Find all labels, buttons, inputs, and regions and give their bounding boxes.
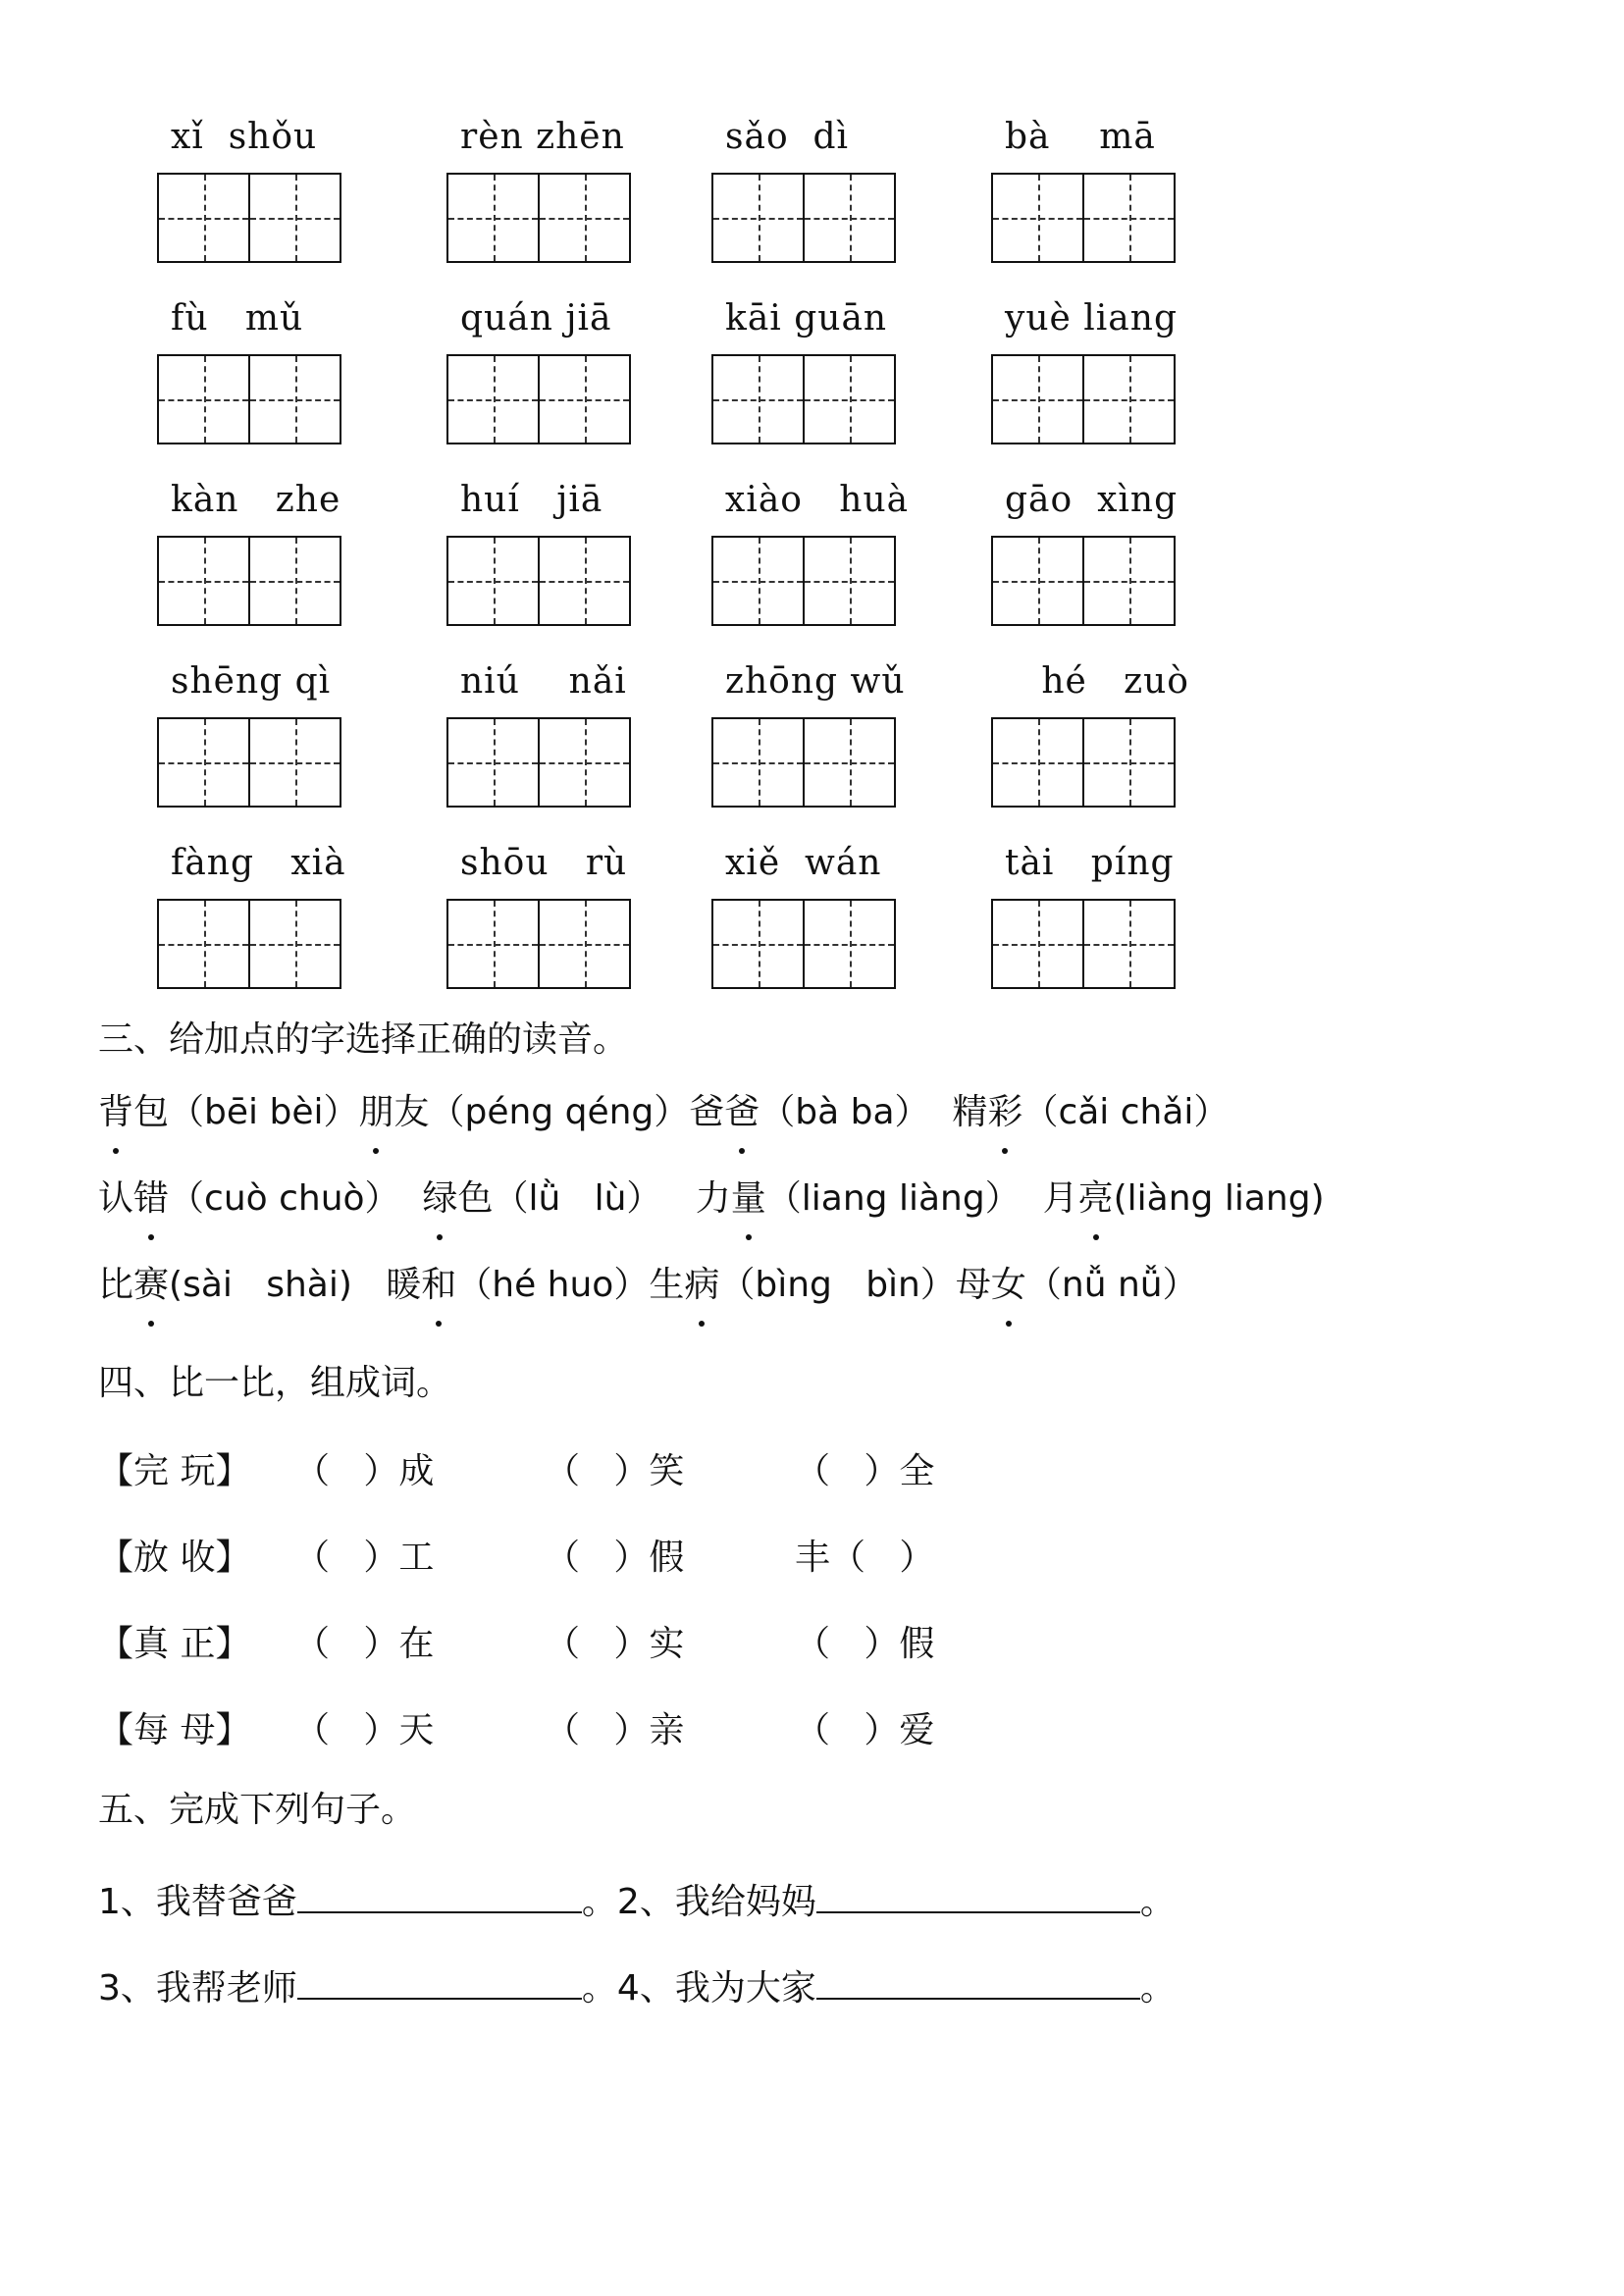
- pinyin-label: huí jiā: [460, 480, 603, 520]
- pinyin-label: kāi guān: [725, 298, 888, 339]
- word-blank[interactable]: （ ）实: [545, 1624, 685, 1664]
- dotted-character: 病: [684, 1242, 719, 1329]
- tian-zi-ge-cell[interactable]: [713, 356, 805, 443]
- pinyin-label: rèn zhēn: [460, 117, 625, 157]
- line-text: (liàng liang): [1113, 1178, 1325, 1219]
- sentence-prefix: 1、我替爸爸: [98, 1882, 297, 1922]
- compare-row: [98, 1688, 1045, 1774]
- sentence-suffix: 。: [1139, 1968, 1176, 2009]
- dotted-character: 爸: [724, 1070, 760, 1156]
- tian-zi-ge-cell[interactable]: [713, 538, 805, 624]
- writing-box-pair[interactable]: [157, 173, 341, 263]
- line-text: 友（péng qéng）爸: [393, 1092, 725, 1132]
- tian-zi-ge-cell[interactable]: [993, 175, 1084, 261]
- pinyin-word-group: [991, 652, 1189, 808]
- pinyin-label: xǐ shǒu: [171, 117, 318, 157]
- pinyin-word-group: [157, 471, 345, 626]
- pinyin-word-group: [446, 652, 635, 808]
- line-text: 比: [98, 1265, 134, 1305]
- tian-zi-ge-cell[interactable]: [540, 356, 629, 443]
- line-text: （cuò chuò）: [169, 1178, 423, 1219]
- tian-zi-ge-cell[interactable]: [540, 719, 629, 806]
- sentence-row: [98, 1859, 1176, 1946]
- tian-zi-ge-cell[interactable]: [250, 901, 340, 987]
- dotted-character: 量: [731, 1156, 766, 1242]
- word-blank[interactable]: （ ）天: [294, 1710, 435, 1750]
- sentence-blank[interactable]: [816, 1962, 1140, 2000]
- writing-box-pair[interactable]: [991, 354, 1176, 444]
- tian-zi-ge-cell[interactable]: [448, 175, 540, 261]
- sentence-blank[interactable]: [297, 1876, 582, 1913]
- section-five-title: 五、完成下列句子。: [98, 1790, 417, 1830]
- tian-zi-ge-cell[interactable]: [1084, 901, 1174, 987]
- tian-zi-ge-cell[interactable]: [1084, 538, 1174, 624]
- dotted-character: 女: [991, 1242, 1026, 1329]
- section-three: [98, 1011, 1325, 1329]
- dotted-character: 亮: [1078, 1156, 1114, 1242]
- section-four-title: 四、比一比，组成词。: [98, 1363, 452, 1403]
- pronunciation-line: [98, 1156, 1325, 1242]
- sentence-suffix: 。: [581, 1882, 617, 1922]
- sentence-prefix: 2、我给妈妈: [616, 1882, 816, 1922]
- line-text: （cǎi chǎi）: [1022, 1092, 1230, 1132]
- sentence-suffix: 。: [581, 1968, 617, 2009]
- tian-zi-ge-cell[interactable]: [993, 719, 1084, 806]
- tian-zi-ge-cell[interactable]: [448, 356, 540, 443]
- writing-box-pair[interactable]: [446, 354, 631, 444]
- tian-zi-ge-cell[interactable]: [805, 719, 894, 806]
- tian-zi-ge-cell[interactable]: [993, 356, 1084, 443]
- tian-zi-ge-cell[interactable]: [448, 719, 540, 806]
- writing-box-pair[interactable]: [991, 717, 1176, 808]
- writing-box-pair[interactable]: [711, 173, 896, 263]
- tian-zi-ge-cell[interactable]: [250, 538, 340, 624]
- dotted-character: 绿: [422, 1156, 457, 1242]
- tian-zi-ge-cell[interactable]: [250, 356, 340, 443]
- writing-box-pair[interactable]: [157, 536, 341, 626]
- sentence-rows: [98, 1859, 1176, 2032]
- word-compare-rows: [98, 1429, 1045, 1774]
- word-blank[interactable]: （ ）全: [795, 1451, 935, 1491]
- line-text: （liang liàng） 月: [765, 1178, 1078, 1219]
- line-text: 色（lǜ lù） 力: [457, 1178, 731, 1219]
- pinyin-word-group: [711, 834, 900, 989]
- writing-box-pair[interactable]: [991, 899, 1176, 989]
- pinyin-word-group: [157, 834, 345, 989]
- sentence-prefix: 4、我为大家: [616, 1968, 816, 2009]
- dotted-character: 赛: [133, 1242, 169, 1329]
- sentence-row: [98, 1946, 1176, 2032]
- section-four: [98, 1354, 1045, 1774]
- pinyin-word-group: [446, 289, 635, 444]
- pronunciation-line: [98, 1070, 1325, 1156]
- sentence-prefix: 3、我帮老师: [98, 1968, 297, 2009]
- line-text: 认: [98, 1178, 134, 1219]
- pinyin-row: [157, 471, 1236, 652]
- pinyin-label: niú nǎi: [460, 661, 627, 702]
- pinyin-row: [157, 834, 1236, 1016]
- pinyin-label: quán jiā: [460, 298, 612, 339]
- pinyin-row: [157, 652, 1236, 834]
- pinyin-label: bà mā: [1005, 117, 1156, 157]
- pinyin-word-group: [711, 108, 900, 263]
- pinyin-word-group: [991, 471, 1179, 626]
- pinyin-word-group: [711, 471, 910, 626]
- writing-box-pair[interactable]: [446, 899, 631, 989]
- pinyin-label: gāo xìng: [1005, 480, 1179, 520]
- tian-zi-ge-cell[interactable]: [993, 901, 1084, 987]
- sentence-suffix: 。: [1139, 1882, 1176, 1922]
- tian-zi-ge-cell[interactable]: [159, 356, 250, 443]
- word-blank[interactable]: （ ）工: [294, 1538, 435, 1578]
- pinyin-label: sǎo dì: [725, 117, 850, 157]
- compare-key: 【真 正】: [98, 1624, 251, 1664]
- tian-zi-ge-cell[interactable]: [540, 901, 629, 987]
- pinyin-label: hé zuò: [1005, 661, 1189, 702]
- word-blank[interactable]: （ ）亲: [545, 1710, 685, 1750]
- dotted-character: 朋: [358, 1070, 393, 1156]
- word-blank[interactable]: （ ）笑: [545, 1451, 685, 1491]
- tian-zi-ge-cell[interactable]: [448, 901, 540, 987]
- writing-box-pair[interactable]: [711, 899, 896, 989]
- compare-row: [98, 1515, 1045, 1601]
- pinyin-writing-grid: [157, 108, 1236, 1016]
- writing-box-pair[interactable]: [991, 536, 1176, 626]
- pinyin-label: kàn zhe: [171, 480, 341, 520]
- writing-box-pair[interactable]: [711, 354, 896, 444]
- tian-zi-ge-cell[interactable]: [159, 901, 250, 987]
- line-text: (sài shài) 暖: [169, 1265, 422, 1305]
- pinyin-word-group: [157, 652, 345, 808]
- tian-zi-ge-cell[interactable]: [805, 356, 894, 443]
- dotted-character: 和: [421, 1242, 456, 1329]
- tian-zi-ge-cell[interactable]: [805, 538, 894, 624]
- pinyin-label: yuè liang: [1005, 298, 1178, 339]
- tian-zi-ge-cell[interactable]: [540, 538, 629, 624]
- compare-key: 【放 收】: [98, 1538, 251, 1578]
- pinyin-word-group: [446, 834, 635, 989]
- writing-box-pair[interactable]: [157, 899, 341, 989]
- pinyin-label: fù mǔ: [171, 298, 304, 339]
- section-five: [98, 1781, 1176, 2032]
- writing-box-pair[interactable]: [991, 173, 1176, 263]
- tian-zi-ge-cell[interactable]: [540, 175, 629, 261]
- pinyin-word-group: [991, 834, 1179, 989]
- writing-box-pair[interactable]: [446, 536, 631, 626]
- line-text: （hé huo）生: [456, 1265, 685, 1305]
- pinyin-label: tài píng: [1005, 843, 1175, 883]
- pinyin-word-group: [157, 108, 345, 263]
- word-blank[interactable]: （ ）在: [294, 1624, 435, 1664]
- pinyin-label: xiào huà: [725, 480, 910, 520]
- writing-box-pair[interactable]: [157, 354, 341, 444]
- word-blank[interactable]: 丰（ ）: [795, 1538, 935, 1578]
- pinyin-word-group: [991, 289, 1179, 444]
- pinyin-label: xiě wán: [725, 843, 882, 883]
- tian-zi-ge-cell[interactable]: [993, 538, 1084, 624]
- tian-zi-ge-cell[interactable]: [713, 901, 805, 987]
- line-text: （nǚ nǚ）: [1025, 1265, 1198, 1305]
- word-blank[interactable]: （ ）假: [795, 1624, 935, 1664]
- writing-box-pair[interactable]: [711, 536, 896, 626]
- pinyin-word-group: [446, 471, 635, 626]
- dotted-character: 彩: [987, 1070, 1022, 1156]
- writing-box-pair[interactable]: [446, 717, 631, 808]
- dotted-character: 错: [133, 1156, 169, 1242]
- line-text: 包（bēi bèi）: [133, 1092, 359, 1132]
- tian-zi-ge-cell[interactable]: [250, 175, 340, 261]
- pronunciation-lines: [98, 1070, 1325, 1329]
- sentence-blank[interactable]: [816, 1876, 1140, 1913]
- line-text: （bà ba） 精: [760, 1092, 988, 1132]
- dotted-character: 背: [98, 1070, 133, 1156]
- tian-zi-ge-cell[interactable]: [1084, 356, 1174, 443]
- pinyin-label: shēng qì: [171, 661, 332, 702]
- tian-zi-ge-cell[interactable]: [159, 175, 250, 261]
- tian-zi-ge-cell[interactable]: [713, 175, 805, 261]
- tian-zi-ge-cell[interactable]: [250, 719, 340, 806]
- tian-zi-ge-cell[interactable]: [159, 719, 250, 806]
- writing-box-pair[interactable]: [446, 173, 631, 263]
- section-three-title: 三、给加点的字选择正确的读音。: [98, 1019, 629, 1060]
- tian-zi-ge-cell[interactable]: [448, 538, 540, 624]
- pinyin-label: zhōng wǔ: [725, 661, 906, 702]
- sentence-blank[interactable]: [297, 1962, 582, 2000]
- pinyin-word-group: [991, 108, 1179, 263]
- compare-key: 【每 母】: [98, 1710, 251, 1750]
- pinyin-word-group: [157, 289, 345, 444]
- tian-zi-ge-cell[interactable]: [805, 175, 894, 261]
- writing-box-pair[interactable]: [157, 717, 341, 808]
- word-blank[interactable]: （ ）成: [294, 1451, 435, 1491]
- pronunciation-line: [98, 1242, 1325, 1329]
- tian-zi-ge-cell[interactable]: [1084, 719, 1174, 806]
- tian-zi-ge-cell[interactable]: [1084, 175, 1174, 261]
- pinyin-word-group: [446, 108, 635, 263]
- pinyin-word-group: [711, 289, 900, 444]
- compare-row: [98, 1429, 1045, 1515]
- pinyin-word-group: [711, 652, 906, 808]
- compare-key: 【完 玩】: [98, 1451, 251, 1491]
- line-text: （bìng bìn）母: [719, 1265, 991, 1305]
- word-blank[interactable]: （ ）假: [545, 1538, 685, 1578]
- tian-zi-ge-cell[interactable]: [159, 538, 250, 624]
- writing-box-pair[interactable]: [711, 717, 896, 808]
- tian-zi-ge-cell[interactable]: [805, 901, 894, 987]
- compare-row: [98, 1601, 1045, 1688]
- pinyin-row: [157, 108, 1236, 289]
- pinyin-label: shōu rù: [460, 843, 628, 883]
- pinyin-row: [157, 289, 1236, 471]
- tian-zi-ge-cell[interactable]: [713, 719, 805, 806]
- word-blank[interactable]: （ ）爱: [795, 1710, 935, 1750]
- pinyin-label: fàng xià: [171, 843, 346, 883]
